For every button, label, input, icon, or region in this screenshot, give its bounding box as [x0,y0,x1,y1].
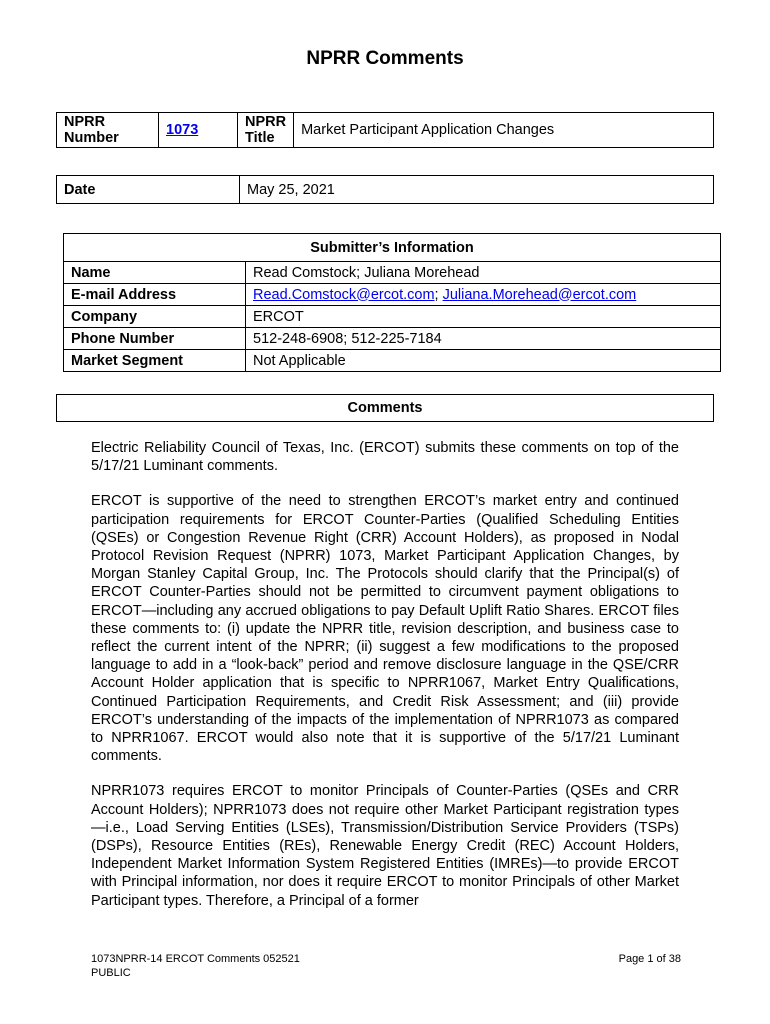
table-row [64,284,721,306]
nprr-header-table [56,112,714,148]
segment-label: Market Segment [64,350,246,372]
comments-heading: Comments [57,395,714,422]
phone-value: 512-248-6908; 512-225-7184 [246,328,721,350]
company-value: ERCOT [246,306,721,328]
email-link-morehead[interactable]: Juliana.Morehead@ercot.com [442,286,637,303]
date-label: Date [57,176,240,204]
comments-body [91,439,679,927]
paragraph: Electric Reliability Council of Texas, Inc. (ERCOT) submits these comments on top of the 5/17/21 Luminant comments. [91,440,679,475]
paragraph: NPRR1073 requires ERCOT to monitor Principals of Counter-Parties (QSEs and CRR Account Holders); NPRR1073 does not require other Market Participant registration types—i.e., Load Serving Entities (LSEs), Transmission/Distribution Service Providers (TSPs) (DSPs), Resource Entities (REs), Renewable Energy Credit (REC) Account Holders, Independent Market Information System Registered Entities (IMREs)—to provide ERCOT with Principal information, nor does it require ERCOT to monitor Principals of other Market Participant types. Therefore, a Principal of a former [91,783,679,909]
footer-classification: PUBLIC [91,967,131,979]
table-row [64,328,721,350]
email-separator: ; [434,286,439,303]
name-value: Read Comstock; Juliana Morehead [246,262,721,284]
page-title: NPRR Comments [306,48,464,69]
table-row [64,350,721,372]
phone-label: Phone Number [64,328,246,350]
nprr-title-value: Market Participant Application Changes [294,113,714,148]
nprr-number-label: NPRR Number [57,113,159,148]
email-link-comstock[interactable]: Read.Comstock@ercot.com [253,286,435,303]
submitter-table [63,233,721,372]
comments-heading-table [56,394,714,422]
submitter-heading: Submitter’s Information [64,234,721,262]
date-value: May 25, 2021 [240,176,714,204]
nprr-number-link[interactable]: 1073 [166,122,199,138]
table-row [64,262,721,284]
nprr-number-cell [159,113,238,148]
email-label: E-mail Address [64,284,246,306]
email-value [246,284,721,306]
name-label: Name [64,262,246,284]
footer-doc-id: 1073NPRR-14 ERCOT Comments 052521 [91,953,300,965]
segment-value: Not Applicable [246,350,721,372]
nprr-title-label: NPRR Title [238,113,294,148]
footer-page-number: Page 1 of 38 [618,953,681,965]
paragraph: ERCOT is supportive of the need to strengthen ERCOT’s market entry and continued participation requirements for ERCOT Counter-Parties (Qualified Scheduling Entities (QSEs) or Congestion Revenue Right (CRR) Account Holders), as proposed in Nodal Protocol Revision Request (NPRR) 1073, Market Participant Application Changes, by Morgan Stanley Capital Group, Inc. The Protocols should clarify that the Principal(s) of ERCOT Counter-Parties should not be permitted to circumvent payment obligations to ERCOT—including any accrued obligations to pay Default Uplift Ratio Shares. ERCOT files these comments to: (i) update the NPRR title, revision description, and business case to reflect the current intent of the NPRR; (ii) suggest a few modifications to the proposed language to add in a “look-back” period and remove disclosure language in the QSE/CRR Account Holder application that is specific to NPRR1067, Market Entry Qualifications, Continued Participation Requirements, and Credit Risk Assessment; and (iii) provide ERCOT’s understanding of the impacts of the implementation of NPRR1073 as compared to NPRR1067. ERCOT would also note that it is supportive of the 5/17/21 Luminant comments. [91,493,679,765]
date-table [56,175,714,204]
company-label: Company [64,306,246,328]
table-row [64,306,721,328]
page-footer [91,952,681,980]
